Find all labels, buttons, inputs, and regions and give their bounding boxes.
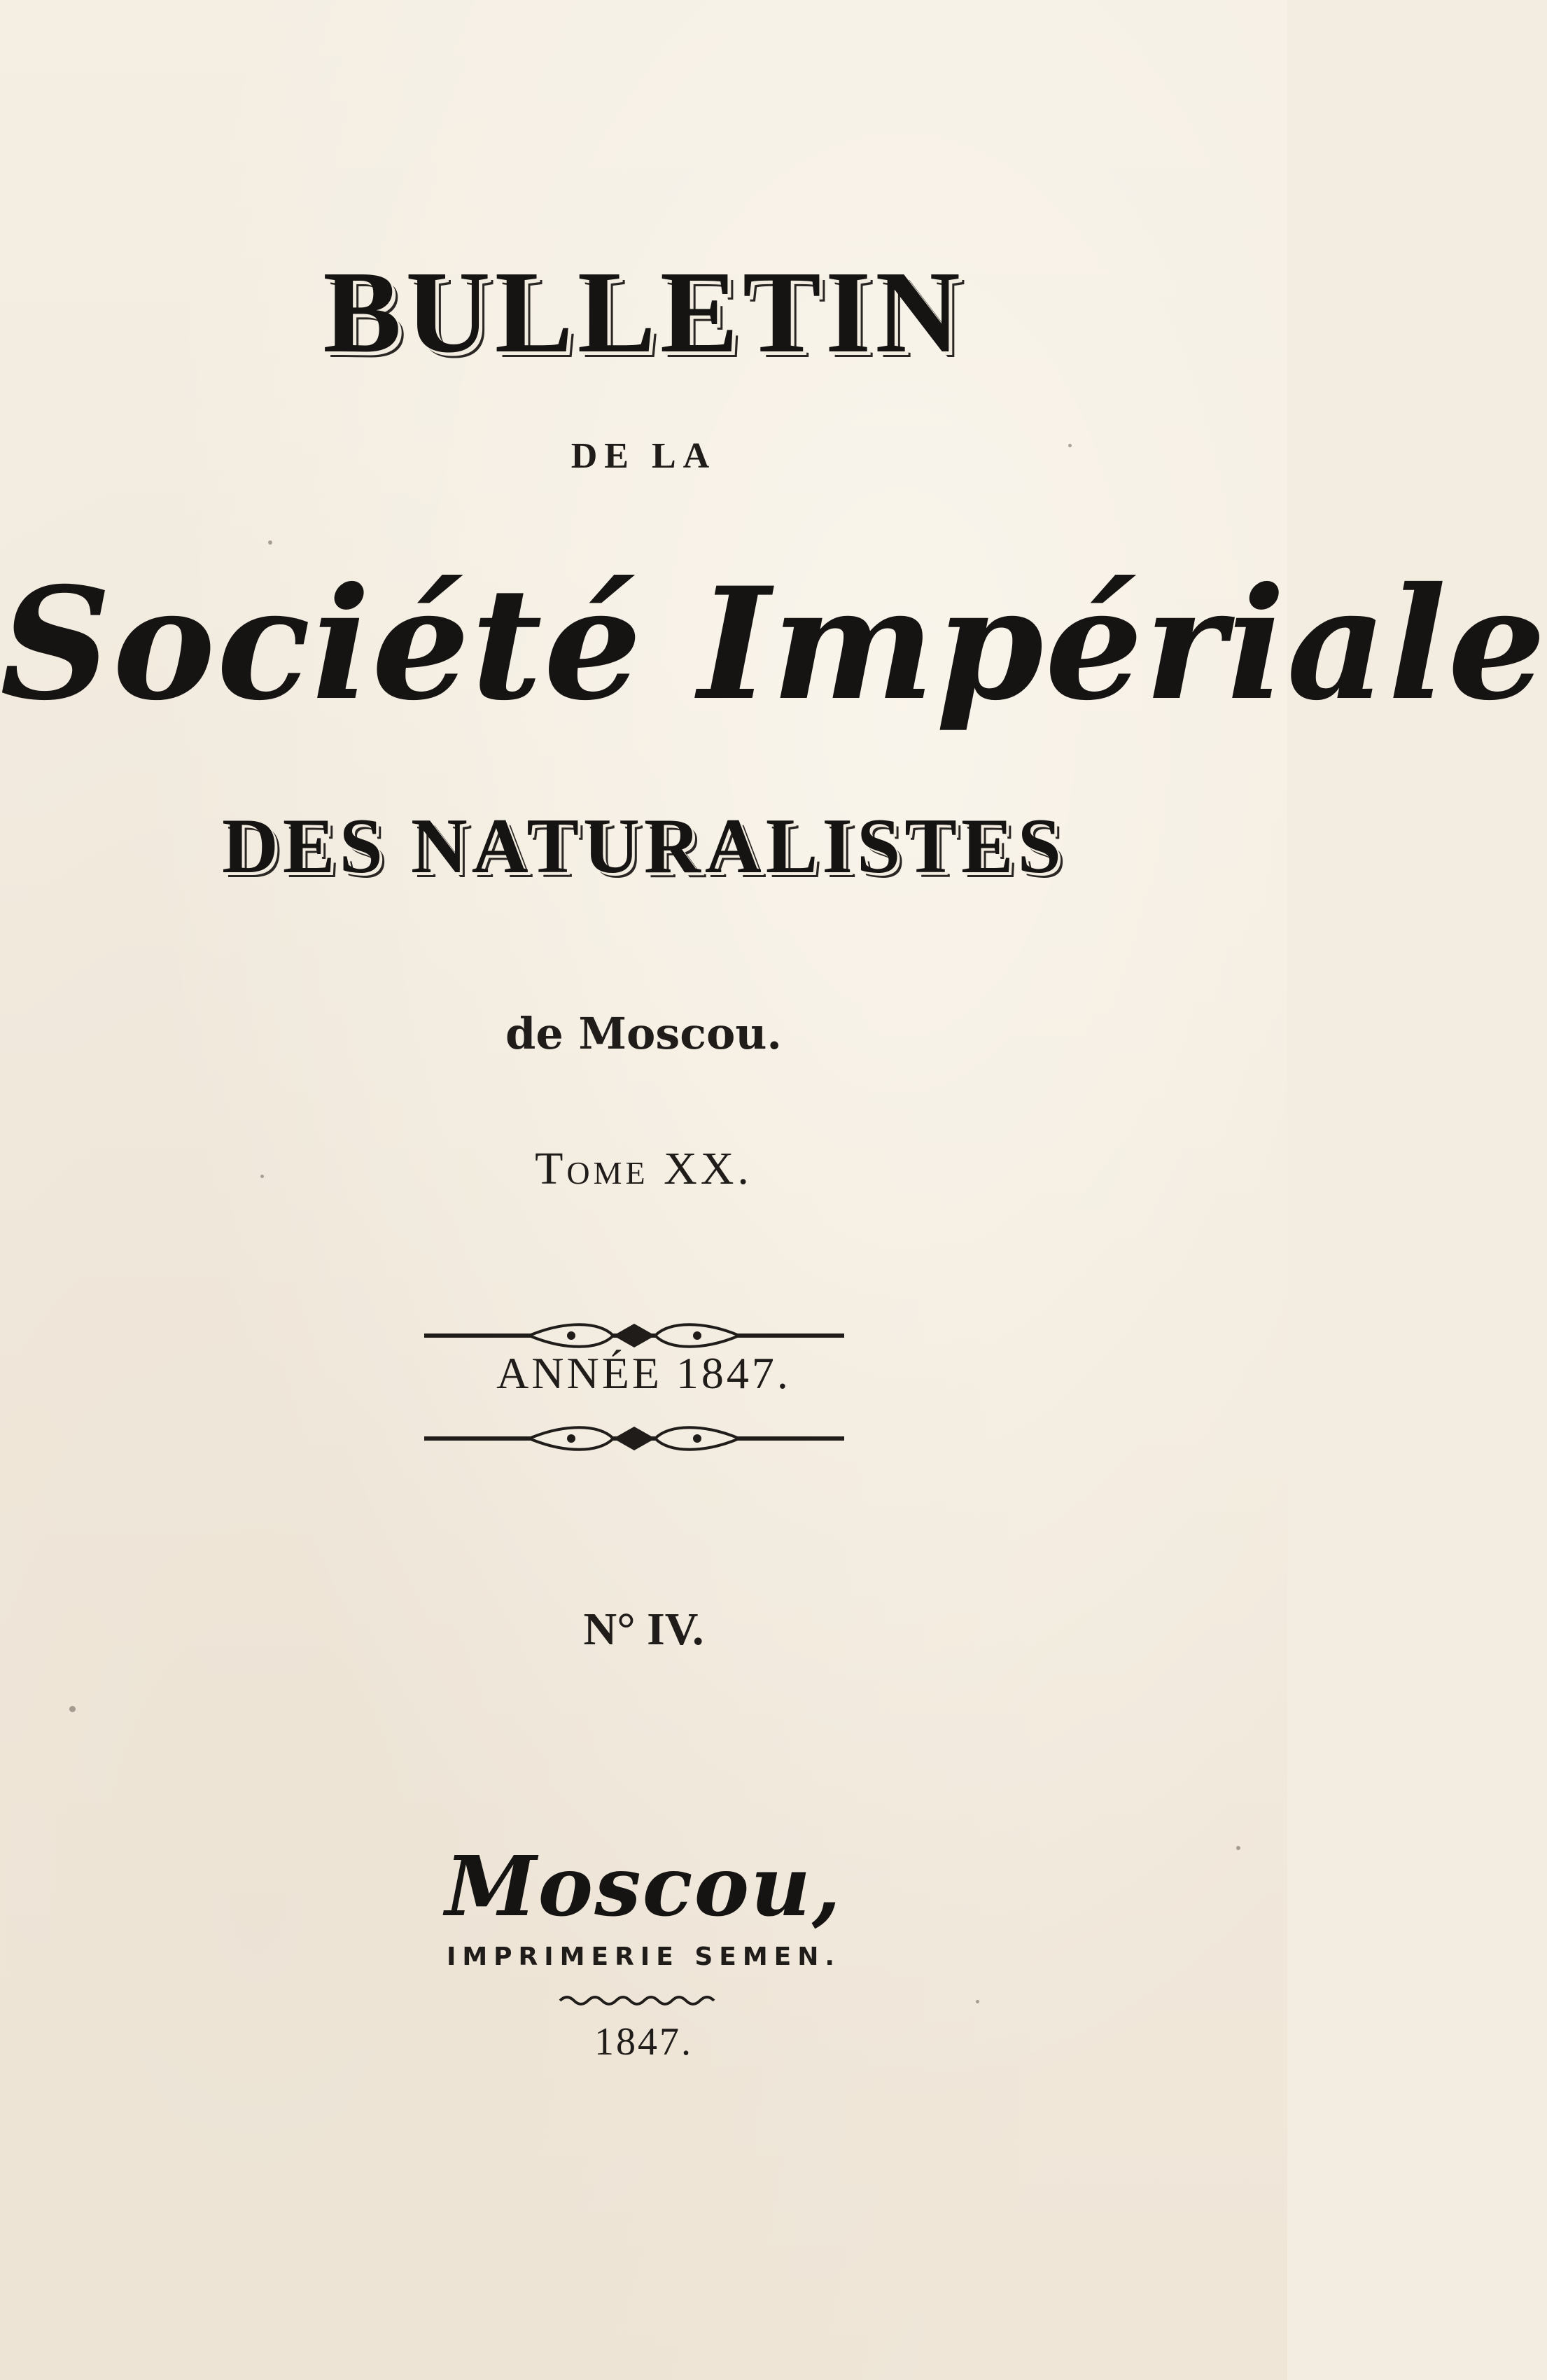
society-city: de Moscou.: [505, 1008, 783, 1059]
imprint-year: 1847.: [594, 2020, 693, 2064]
ornamental-rule-bottom: [424, 1422, 844, 1455]
title-connector-de-la: DE LA: [570, 436, 717, 476]
imprint-printer: IMPRIMERIE SEMEN.: [446, 1942, 841, 1971]
paper-speck: [1068, 444, 1072, 447]
volume-number: Tome XX.: [535, 1143, 752, 1194]
paper-speck: [69, 1706, 76, 1712]
publication-year-heading: ANNÉE 1847.: [496, 1348, 791, 1398]
issue-number: N° IV.: [583, 1604, 704, 1655]
imprint-city: Moscou,: [444, 1837, 843, 1935]
wavy-divider: [556, 1992, 718, 2009]
society-name-naturalistes: DES NATURALISTES: [222, 803, 1065, 890]
paper-speck: [260, 1175, 264, 1178]
journal-title-bulletin: BULLETIN: [323, 247, 965, 377]
society-name: Société Impériale: [0, 553, 1547, 734]
paper-speck: [268, 540, 272, 545]
paper-speck: [976, 2000, 979, 2003]
paper-speck: [1236, 1846, 1240, 1850]
